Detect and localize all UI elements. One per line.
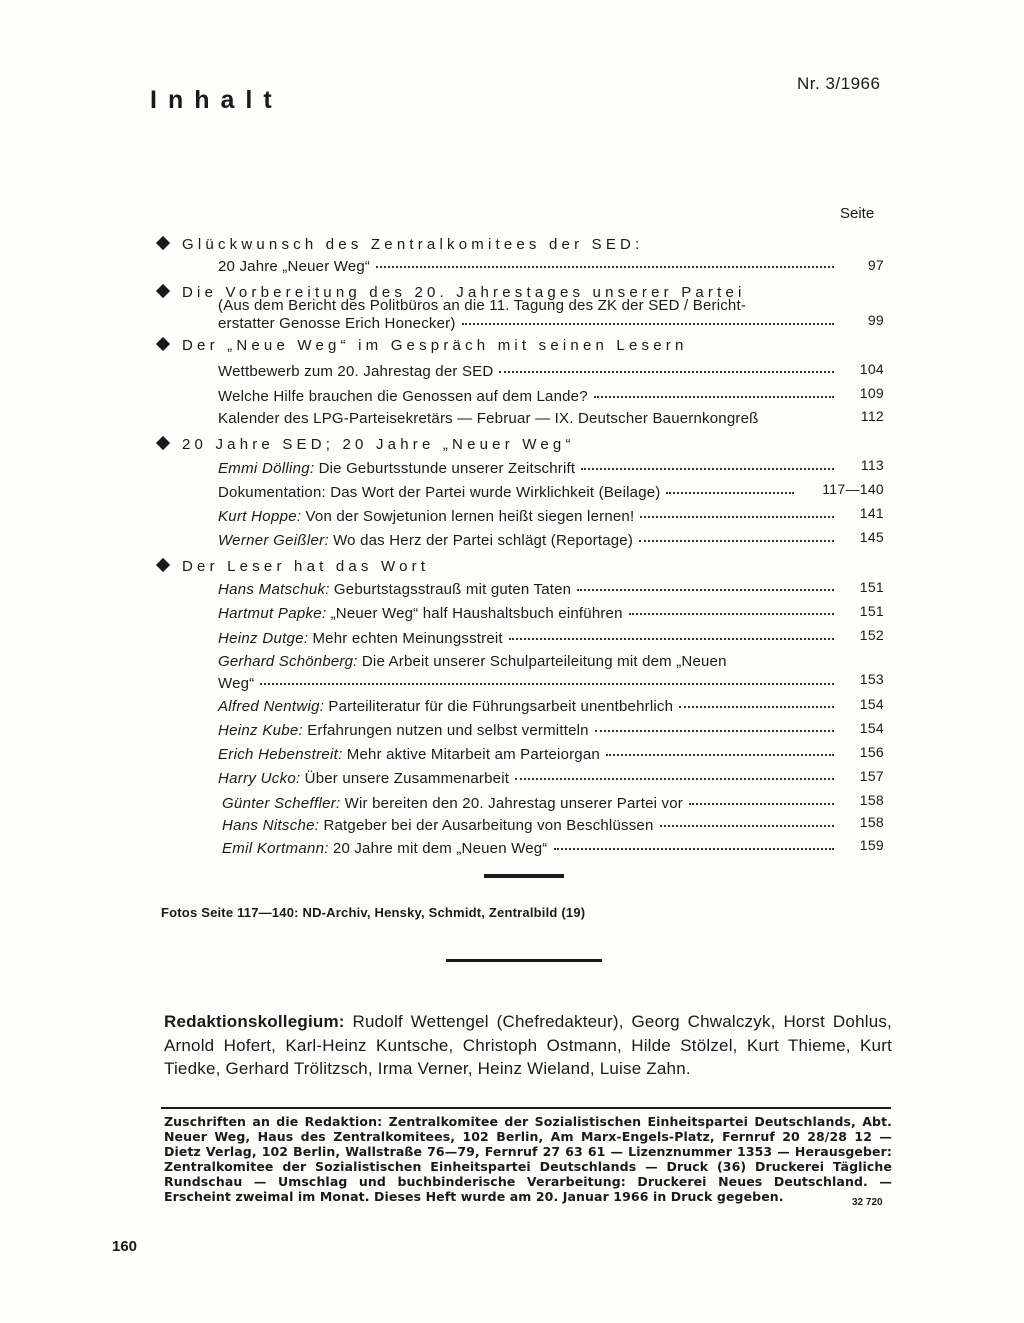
- dot-leader: [606, 753, 834, 756]
- section-heading: Der Leser hat das Wort: [158, 558, 429, 575]
- dot-leader: [679, 705, 834, 708]
- entry-page: 117—140: [822, 481, 884, 497]
- entry-title: Geburtstagsstrauß mit guten Taten: [333, 581, 572, 598]
- issue-number: Nr. 3/1966: [797, 74, 881, 93]
- toc-entry: [218, 605, 838, 622]
- entry-author: Erich Hebenstreit:: [218, 746, 343, 763]
- entry-page: 151: [859, 603, 884, 619]
- entry-title: „Neuer Weg“ half Haushaltsbuch einführen: [330, 605, 623, 622]
- toc-entry: [218, 460, 838, 477]
- entry-page: 154: [859, 720, 884, 736]
- entry-title: erstatter Genosse Erich Honecker): [218, 315, 456, 332]
- entry-author: Emil Kortmann:: [222, 840, 329, 857]
- entry-title: 20 Jahre mit dem „Neuen Weg“: [332, 840, 548, 857]
- section-heading: Der „Neue Weg“ im Gespräch mit seinen Lesern: [158, 337, 687, 354]
- entry-title: Wettbewerb zum 20. Jahrestag der SED: [218, 363, 494, 380]
- toc-entry: [218, 675, 838, 692]
- editorial-board-label: Redaktionskollegium:: [164, 1012, 345, 1031]
- divider-rule: [161, 1107, 891, 1109]
- toc-entry: [222, 817, 838, 834]
- toc-entry: [218, 630, 838, 647]
- entry-author: Heinz Dutge:: [218, 630, 309, 647]
- section-heading: Die Vorbereitung des 20. Jahrestages unserer Partei: [158, 284, 746, 301]
- entry-title: Über unsere Zusammenarbeit: [304, 770, 510, 787]
- toc-entry: [218, 484, 798, 501]
- toc-entry-first-line: [218, 653, 727, 670]
- entry-page: 104: [859, 361, 884, 377]
- entry-author: Hans Nitsche:: [222, 817, 320, 834]
- entry-page: 113: [860, 457, 884, 473]
- toc-entry: [218, 698, 838, 715]
- toc-entry: [218, 363, 838, 380]
- toc-entry: [218, 746, 838, 763]
- diamond-bullet-icon: [156, 337, 170, 351]
- imprint: Zuschriften an die Redaktion: Zentralkomitee der Sozialistischen Einheitspartei Deutschlands, Abt. Neuer Weg, Haus des Zentralkomitees, 102 Berlin, Am Marx-Engels-Platz, Fernruf 20 28/28 12 — Dietz Verlag, 102 Berlin, Wallstraße 76—79, Fernruf 27 63 61 — Lizenznummer 1353 — Herausgeber: Zentralkomitee der Sozialistischen Einheitspartei Deutschlands — Druck (36) Druckerei Tägliche Rundschau — Umschlag und buchbinderische Verarbeitung: Druckerei Neues Deutschland. — Erscheint zweimal im Monat. Dieses Heft wurde am 20. Januar 1966 in Druck gegeben.: [164, 1114, 892, 1204]
- toc-entry: [222, 840, 838, 857]
- dot-leader: [554, 847, 835, 850]
- diamond-bullet-icon: [156, 558, 170, 572]
- section-heading: 20 Jahre SED; 20 Jahre „Neuer Weg“: [158, 436, 575, 453]
- dot-leader: [689, 802, 834, 805]
- page-number: 160: [112, 1238, 138, 1255]
- dot-leader: [462, 322, 834, 325]
- entry-page: 157: [859, 768, 884, 784]
- toc-entry: [218, 508, 838, 525]
- toc-entry: [218, 770, 838, 787]
- entry-title: Ratgeber bei der Ausarbeitung von Beschlüssen: [323, 817, 654, 834]
- entry-author: Günter Scheffler:: [222, 795, 341, 812]
- entry-author: Harry Ucko:: [218, 770, 301, 787]
- entry-title: Wir bereiten den 20. Jahrestag unserer Partei vor: [344, 795, 683, 812]
- dot-leader: [666, 491, 794, 494]
- entry-page: 152: [859, 627, 884, 643]
- diamond-bullet-icon: [156, 284, 170, 298]
- entry-page: 145: [859, 529, 884, 545]
- entry-page: 151: [859, 579, 884, 595]
- diamond-bullet-icon: [156, 236, 170, 250]
- entry-author: Werner Geißler:: [218, 532, 329, 549]
- entry-title: Mehr echten Meinungsstreit: [312, 630, 503, 647]
- editorial-board: [164, 1010, 892, 1081]
- entry-page: 141: [859, 505, 884, 521]
- entry-page: 158: [859, 792, 884, 808]
- dot-leader: [260, 682, 834, 685]
- toc-entry: [218, 581, 838, 598]
- toc-entry: [218, 410, 758, 427]
- entry-title: Dokumentation: Das Wort der Partei wurde Wirklichkeit (Beilage): [218, 484, 661, 501]
- entry-title: Parteiliteratur für die Führungsarbeit unentbehrlich: [328, 698, 674, 715]
- entry-title: Kalender des LPG-Parteisekretärs — Februar — IX. Deutscher Bauernkongreß: [218, 410, 759, 427]
- entry-page: 156: [859, 744, 884, 760]
- entry-title: Weg“: [218, 675, 255, 692]
- dot-leader: [594, 395, 834, 398]
- entry-title: Wo das Herz der Partei schlägt (Reportage): [333, 532, 634, 549]
- toc-entry: [218, 315, 838, 332]
- entry-page: 97: [867, 257, 884, 273]
- editorial-board-members: Rudolf Wettengel (Chefredakteur), Georg Chwalczyk, Horst Dohlus, Arnold Hofert, Karl-Heinz Kuntsche, Christoph Ostmann, Hilde Stölzel, Kurt Thieme, Kurt Tiedke, Gerhard Trölitzsch, Irma Verner, Heinz Wieland, Luise Zahn.: [164, 1012, 892, 1078]
- entry-author: Kurt Hoppe:: [218, 508, 302, 525]
- entry-page: 159: [859, 837, 884, 853]
- entry-title: Erfahrungen nutzen und selbst vermitteln: [307, 722, 589, 739]
- photo-credits: Fotos Seite 117—140: ND-Archiv, Hensky, Schmidt, Zentralbild (19): [161, 905, 586, 920]
- entry-title-line: Die Arbeit unserer Schulparteileitung mit dem „Neuen: [361, 653, 727, 670]
- entry-author: Heinz Kube:: [218, 722, 304, 739]
- dot-leader: [639, 539, 834, 542]
- dot-leader: [595, 729, 834, 732]
- entry-title: Von der Sowjetunion lernen heißt siegen lernen!: [305, 508, 635, 525]
- dot-leader: [515, 777, 834, 780]
- divider-rule: [484, 874, 564, 878]
- dot-leader: [577, 588, 834, 591]
- dot-leader: [509, 637, 834, 640]
- toc-entry: [218, 388, 838, 405]
- entry-page: 153: [859, 671, 884, 687]
- print-code: 32 720: [852, 1197, 883, 1208]
- page-title: Inhalt: [150, 86, 283, 114]
- dot-leader: [499, 370, 834, 373]
- entry-page: 99: [867, 312, 884, 328]
- entry-page: 112: [860, 408, 884, 424]
- entry-author: Gerhard Schönberg:: [218, 653, 358, 670]
- entry-page: 154: [859, 696, 884, 712]
- dot-leader: [660, 824, 835, 827]
- section-heading: Glückwunsch des Zentralkomitees der SED:: [158, 236, 643, 253]
- toc-entry: [218, 258, 838, 275]
- diamond-bullet-icon: [156, 436, 170, 450]
- entry-page: 158: [859, 814, 884, 830]
- divider-rule: [446, 959, 602, 962]
- entry-title: Mehr aktive Mitarbeit am Parteiorgan: [346, 746, 600, 763]
- entry-title: 20 Jahre „Neuer Weg“: [218, 258, 371, 275]
- entry-author: Emmi Dölling:: [218, 460, 315, 477]
- dot-leader: [581, 467, 834, 470]
- entry-author: Hartmut Papke:: [218, 605, 327, 622]
- entry-page: 109: [859, 385, 884, 401]
- entry-author: Hans Matschuk:: [218, 581, 330, 598]
- dot-leader: [376, 265, 834, 268]
- dot-leader: [640, 515, 834, 518]
- toc-entry: [218, 532, 838, 549]
- entry-title: Die Geburtsstunde unserer Zeitschrift: [318, 460, 576, 477]
- entry-title: Welche Hilfe brauchen die Genossen auf dem Lande?: [218, 388, 588, 405]
- entry-title-line: (Aus dem Bericht des Politbüros an die 11. Tagung des ZK der SED / Bericht-: [218, 297, 747, 314]
- toc-entry: [218, 722, 838, 739]
- toc-entry: [222, 795, 838, 812]
- dot-leader: [629, 612, 834, 615]
- page-column-label: Seite: [840, 205, 875, 222]
- entry-author: Alfred Nentwig:: [218, 698, 325, 715]
